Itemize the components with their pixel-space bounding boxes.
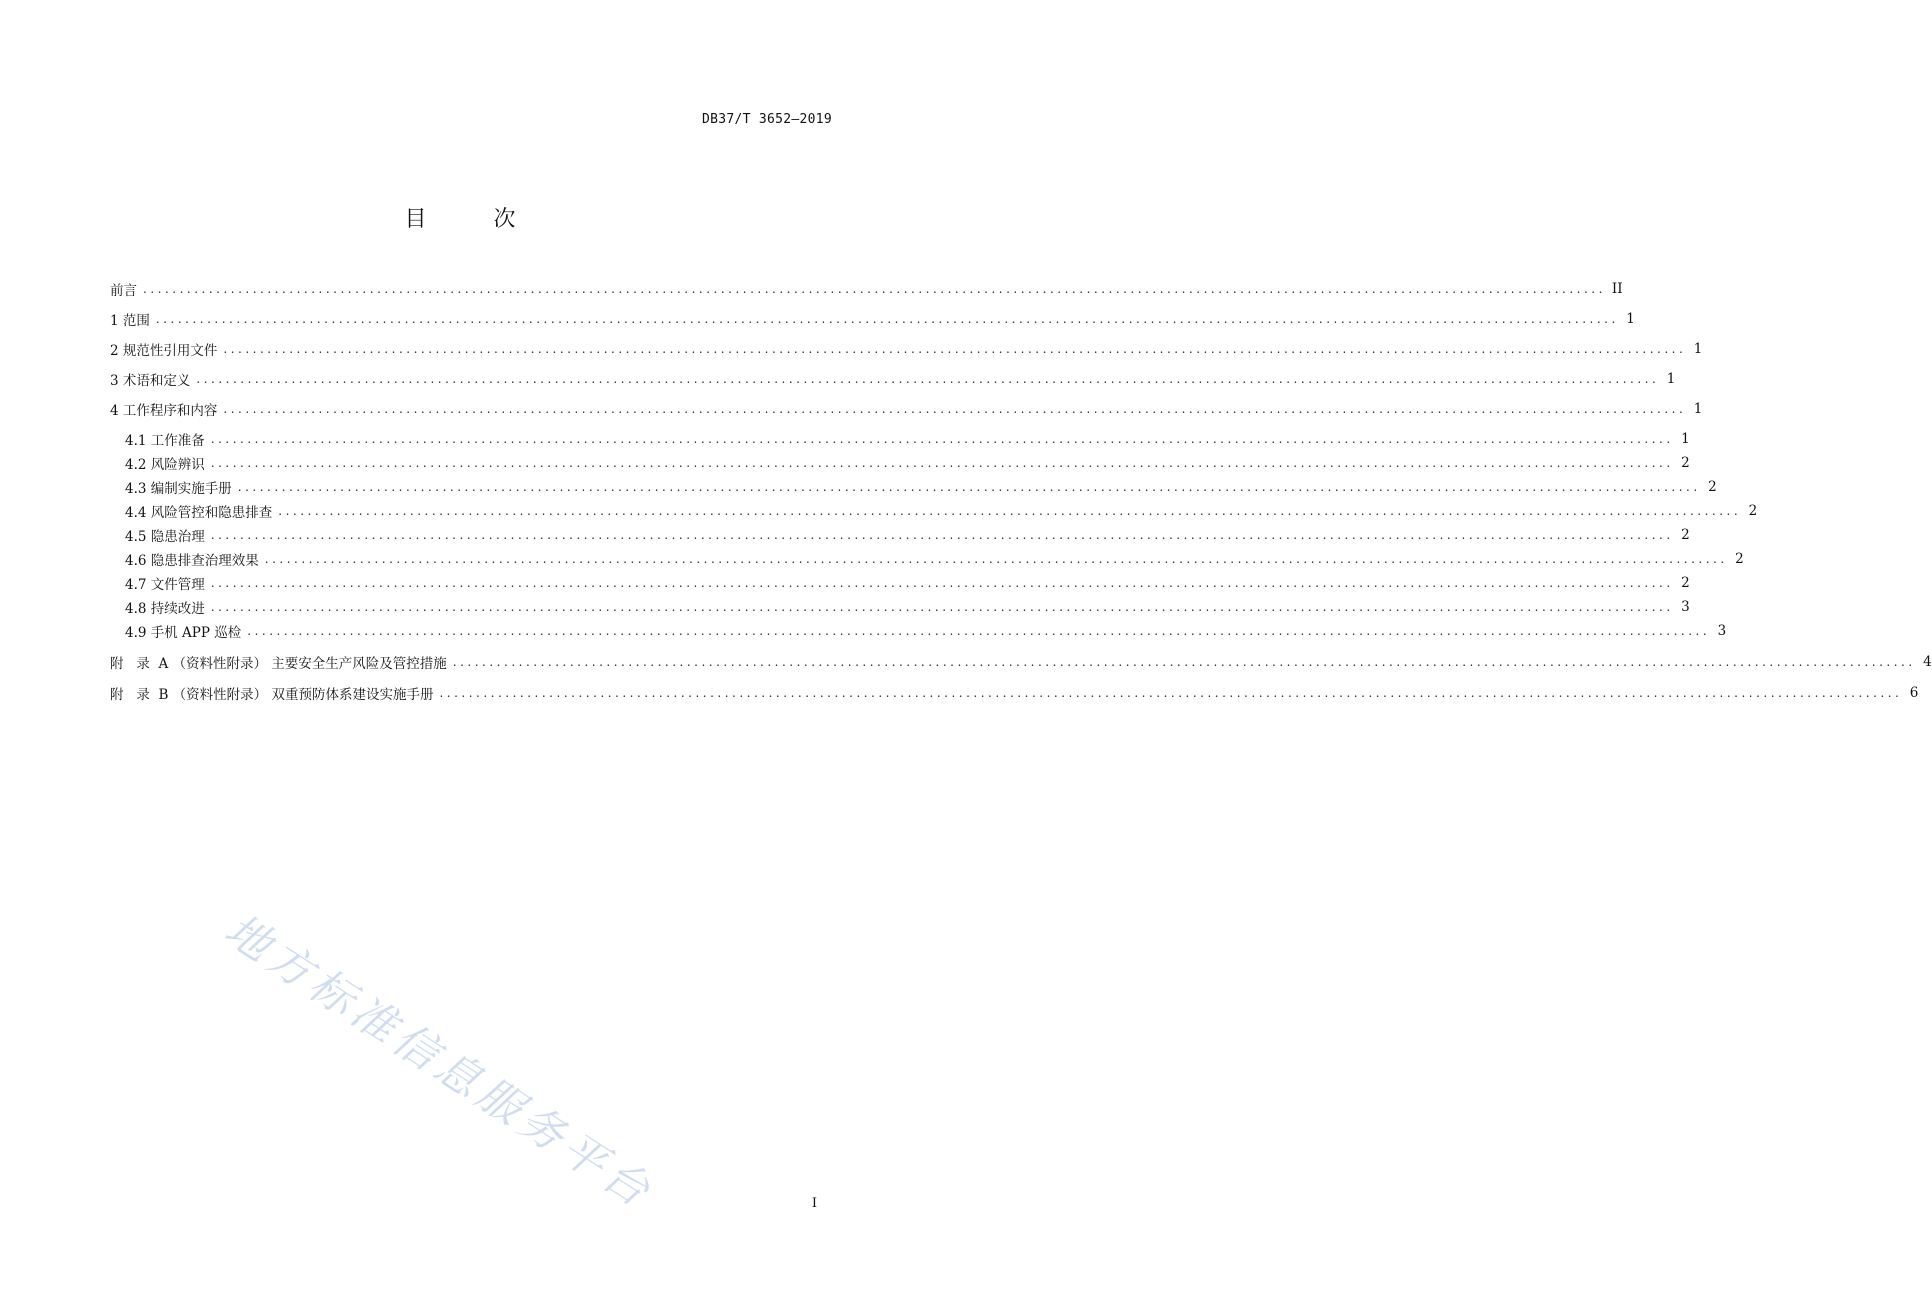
toc-entry[interactable] — [110, 650, 1932, 674]
toc-entry[interactable] — [125, 619, 1727, 643]
toc-dot-leader: ........................................................................................................................................................................................................ — [247, 624, 1711, 638]
toc-entry-page: 2 — [1681, 575, 1690, 591]
page-title-char-1: 目 — [404, 207, 427, 232]
toc-entry-page: 1 — [1681, 431, 1690, 447]
page-title — [0, 202, 920, 233]
toc-entry-page: 1 — [1666, 371, 1676, 387]
toc-entry-label: 4.6 隐患排查治理效果 — [125, 553, 259, 569]
toc-dot-leader: ........................................................................................................................................................................................................ — [210, 456, 1674, 470]
toc-entry-label: 2 规范性引用文件 — [110, 343, 218, 359]
toc-entry-page: 3 — [1681, 599, 1690, 615]
toc-entry[interactable] — [110, 307, 1635, 331]
toc-dot-leader: ........................................................................................................................................................................................................ — [143, 282, 1606, 296]
toc-entry[interactable] — [110, 367, 1676, 391]
toc-dot-leader: ........................................................................................................................................................................................................ — [155, 312, 1619, 326]
toc-entry-label: 4.1 工作准备 — [125, 433, 205, 449]
toc-entry[interactable] — [125, 547, 1744, 571]
toc-entry[interactable] — [125, 451, 1690, 475]
toc-entry[interactable] — [110, 397, 1703, 421]
toc-dot-leader: ........................................................................................................................................................................................................ — [223, 342, 1687, 356]
toc-entry-label: 4.3 编制实施手册 — [125, 481, 232, 497]
toc-dot-leader: ........................................................................................................................................................................................................ — [210, 528, 1674, 542]
toc-dot-leader: ........................................................................................................................................................................................................ — [210, 432, 1674, 446]
toc-entry-page: 2 — [1735, 551, 1744, 567]
toc-entry[interactable] — [125, 571, 1690, 595]
toc-entry-label: 附 录 B （资料性附录） 双重预防体系建设实施手册 — [110, 687, 434, 703]
toc-dot-leader: ........................................................................................................................................................................................................ — [196, 372, 1660, 386]
toc-entry-page: 2 — [1681, 455, 1690, 471]
toc-entry[interactable] — [125, 499, 1758, 523]
toc-entry-label: 前言 — [110, 283, 137, 299]
toc-dot-leader: ........................................................................................................................................................................................................ — [264, 552, 1728, 566]
toc-entry-page: II — [1611, 281, 1623, 297]
toc-entry[interactable] — [125, 427, 1690, 451]
toc-entry-page: 6 — [1909, 685, 1919, 701]
toc-dot-leader: ........................................................................................................................................................................................................ — [439, 686, 1903, 700]
toc-dot-leader: ........................................................................................................................................................................................................ — [223, 402, 1687, 416]
toc-entry-label: 4 工作程序和内容 — [110, 403, 218, 419]
toc-dot-leader: ........................................................................................................................................................................................................ — [210, 600, 1674, 614]
toc-entry-page: 2 — [1748, 503, 1758, 519]
toc-entry[interactable] — [125, 523, 1690, 547]
toc-dot-leader: ........................................................................................................................................................................................................ — [237, 480, 1701, 494]
document-code: DB37/T 3652—2019 — [701, 112, 832, 127]
toc-entry-label: 4.2 风险辨识 — [125, 457, 205, 473]
toc-dot-leader: ........................................................................................................................................................................................................ — [210, 576, 1674, 590]
toc-entry-page: 4 — [1923, 654, 1932, 670]
toc-entry-label: 附 录 A （资料性附录） 主要安全生产风险及管控措施 — [110, 656, 447, 672]
toc-entry-label: 4.9 手机 APP 巡检 — [125, 625, 242, 641]
toc-entry[interactable] — [125, 475, 1717, 499]
page-title-char-2: 次 — [493, 207, 516, 232]
toc-entry-label: 3 术语和定义 — [110, 373, 191, 389]
toc-entry[interactable] — [110, 277, 1623, 301]
toc-entry-label: 4.8 持续改进 — [125, 601, 205, 617]
toc-entry-page: 1 — [1693, 401, 1703, 417]
toc-entry[interactable] — [125, 595, 1690, 619]
toc-entry-page: 2 — [1708, 479, 1717, 495]
toc-dot-leader: ........................................................................................................................................................................................................ — [452, 655, 1916, 669]
toc-entry-label: 4.5 隐患治理 — [125, 529, 205, 545]
toc-entry-page: 1 — [1626, 311, 1635, 327]
toc-entry-page: 1 — [1693, 341, 1703, 357]
toc-dot-leader: ........................................................................................................................................................................................................ — [278, 504, 1742, 518]
toc-entry[interactable] — [110, 681, 1919, 705]
toc-entry-label: 4.7 文件管理 — [125, 577, 205, 593]
toc-entry-page: 3 — [1717, 623, 1727, 639]
toc-entry-label: 1 范围 — [110, 313, 150, 329]
watermark: 地方标准信息服务平台 — [215, 904, 663, 1220]
page-number: I — [811, 1196, 817, 1211]
toc-entry[interactable] — [110, 337, 1703, 361]
toc-entry-label: 4.4 风险管控和隐患排查 — [125, 505, 273, 521]
toc-entry-page: 2 — [1681, 527, 1690, 543]
